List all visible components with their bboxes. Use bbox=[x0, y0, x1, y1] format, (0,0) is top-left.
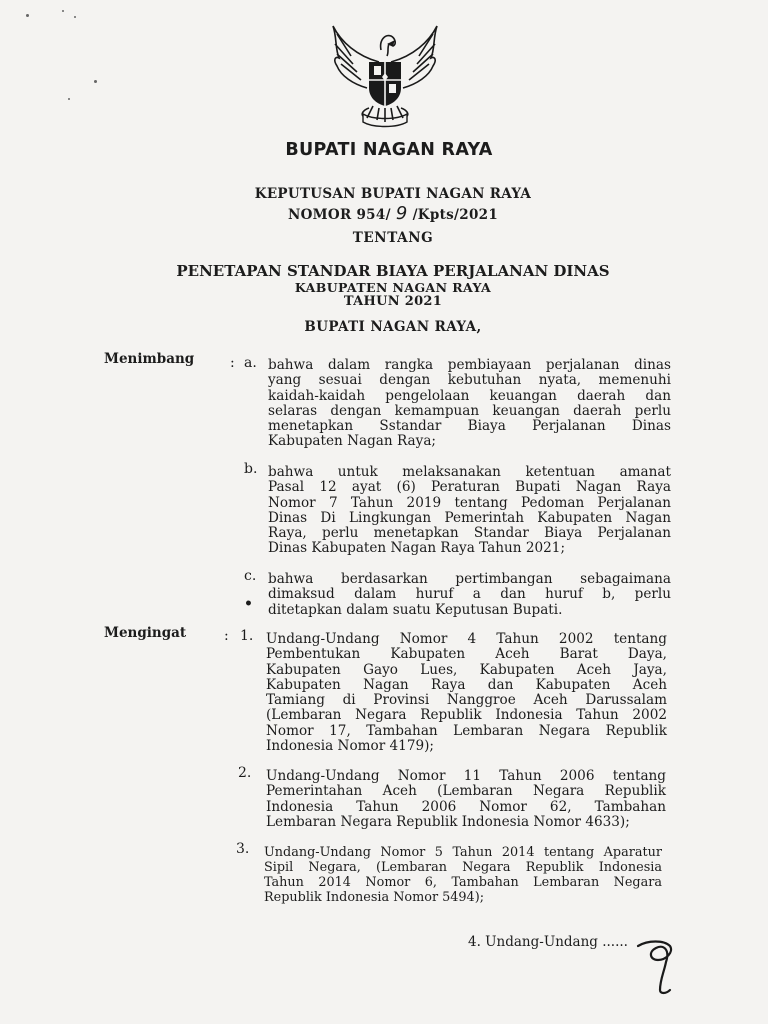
scan-speck bbox=[62, 10, 64, 12]
menimbang-label: Menimbang bbox=[104, 351, 195, 367]
text-line: Lembaran Negara Republik Indonesia Nomor 4633); bbox=[266, 813, 630, 830]
scan-speck bbox=[74, 16, 76, 18]
text-line: Republik Indonesia Nomor 5494); bbox=[264, 890, 485, 905]
decree-number-suffix: /Kpts/2021 bbox=[412, 207, 499, 223]
handwritten-initial bbox=[630, 936, 676, 996]
scan-speck bbox=[26, 14, 29, 17]
text-line: Undang-Undang Nomor 5 Tahun 2014 tentang Aparatur bbox=[264, 845, 662, 860]
text-line: ditetapkan dalam suatu Keputusan Bupati. bbox=[268, 601, 563, 618]
text-line: bahwa dalam rangka pembiayaan perjalanan dinas bbox=[268, 357, 671, 373]
text-line: bahwa berdasarkan pertimbangan sebagaimana bbox=[268, 571, 671, 587]
text-line: bahwa untuk melaksanakan ketentuan amanat bbox=[268, 464, 671, 480]
scan-speck bbox=[94, 80, 97, 83]
mengingat-item-1 bbox=[266, 632, 667, 754]
text-line: Pasal 12 ayat (6) Peraturan Bupati Nagan Raya bbox=[268, 479, 671, 496]
text-line: Nomor 7 Tahun 2019 tentang Pedoman Perjalanan bbox=[268, 494, 671, 511]
mengingat-label: Mengingat bbox=[104, 625, 187, 641]
issuer-heading: BUPATI NAGAN RAYA, bbox=[304, 319, 482, 335]
text-line: dimaksud dalam huruf a dan huruf b, perlu bbox=[268, 586, 671, 603]
text-line: Kabupaten Nagan Raya dan Kabupaten Aceh bbox=[266, 676, 667, 693]
mengingat-item-2 bbox=[266, 769, 666, 830]
text-line: Undang-Undang Nomor 4 Tahun 2002 tentang bbox=[266, 631, 667, 647]
stray-dot: • bbox=[244, 596, 253, 612]
text-line: Indonesia Nomor 4179); bbox=[266, 738, 435, 755]
scan-speck bbox=[68, 98, 70, 100]
decree-number-prefix: NOMOR 954/ bbox=[287, 207, 391, 223]
text-line: Tamiang di Provinsi Nanggroe Aceh Darussalam bbox=[266, 692, 667, 709]
text-line: Kabupaten Gayo Lues, Kabupaten Aceh Jaya, bbox=[266, 661, 667, 678]
menimbang-item-b bbox=[268, 465, 671, 557]
text-line: Sipil Negara, (Lembaran Negara Republik Indonesia bbox=[264, 860, 662, 875]
text-line: Dinas Kabupaten Nagan Raya Tahun 2021; bbox=[268, 540, 566, 557]
mengingat-colon: : bbox=[224, 628, 229, 644]
decree-title: KEPUTUSAN BUPATI NAGAN RAYA bbox=[254, 186, 532, 202]
text-line: menetapkan Sstandar Biaya Perjalanan Dinas bbox=[268, 418, 671, 435]
text-line: Indonesia Tahun 2006 Nomor 62, Tambahan bbox=[266, 798, 666, 815]
text-line: selaras dengan kemampuan keuangan daerah perlu bbox=[268, 402, 671, 419]
text-line: yang sesuai dengan kebutuhan nyata, memenuhi bbox=[268, 372, 671, 389]
subject-line-2: KABUPATEN NAGAN RAYA bbox=[294, 280, 492, 295]
text-line: (Lembaran Negara Republik Indonesia Tahun 2002 bbox=[266, 707, 667, 724]
text-line: Pemerintahan Aceh (Lembaran Negara Republik bbox=[266, 783, 666, 800]
menimbang-item-a bbox=[268, 358, 671, 450]
about-heading: TENTANG bbox=[352, 230, 434, 246]
decree-number-handwritten: 9 bbox=[395, 203, 408, 224]
mengingat-marker-2: 2. bbox=[238, 765, 252, 781]
text-line: Nomor 17, Tambahan Lembaran Negara Republik bbox=[266, 722, 667, 739]
text-line: Raya, perlu menetapkan Standar Biaya Perjalanan bbox=[268, 525, 671, 542]
text-line: Kabupaten Nagan Raya; bbox=[268, 433, 437, 450]
decree-number bbox=[0, 203, 768, 224]
garuda-emblem bbox=[327, 22, 443, 128]
text-line: Undang-Undang Nomor 11 Tahun 2006 tentang bbox=[266, 768, 666, 784]
text-line: kaidah-kaidah pengelolaan keuangan daerah dan bbox=[268, 387, 671, 404]
document-title: BUPATI NAGAN RAYA bbox=[285, 140, 493, 160]
subject-line-1: PENETAPAN STANDAR BIAYA PERJALANAN DINAS bbox=[176, 262, 610, 280]
text-line: Pembentukan Kabupaten Aceh Barat Daya, bbox=[266, 646, 667, 663]
mengingat-marker-3: 3. bbox=[236, 841, 250, 857]
menimbang-marker-c: c. bbox=[244, 568, 257, 584]
text-line: Tahun 2014 Nomor 6, Tambahan Lembaran Negara bbox=[264, 875, 662, 890]
text-line: Dinas Di Lingkungan Pemerintah Kabupaten Nagan bbox=[268, 509, 671, 526]
menimbang-colon: : bbox=[230, 355, 235, 371]
menimbang-marker-b: b. bbox=[244, 461, 258, 477]
subject-line-3: TAHUN 2021 bbox=[343, 294, 443, 309]
continuation-text: 4. Undang-Undang ...... bbox=[468, 934, 628, 950]
menimbang-marker-a: a. bbox=[244, 355, 257, 371]
menimbang-item-c bbox=[268, 572, 671, 618]
mengingat-item-3 bbox=[264, 845, 662, 905]
mengingat-marker-1: 1. bbox=[240, 628, 254, 644]
